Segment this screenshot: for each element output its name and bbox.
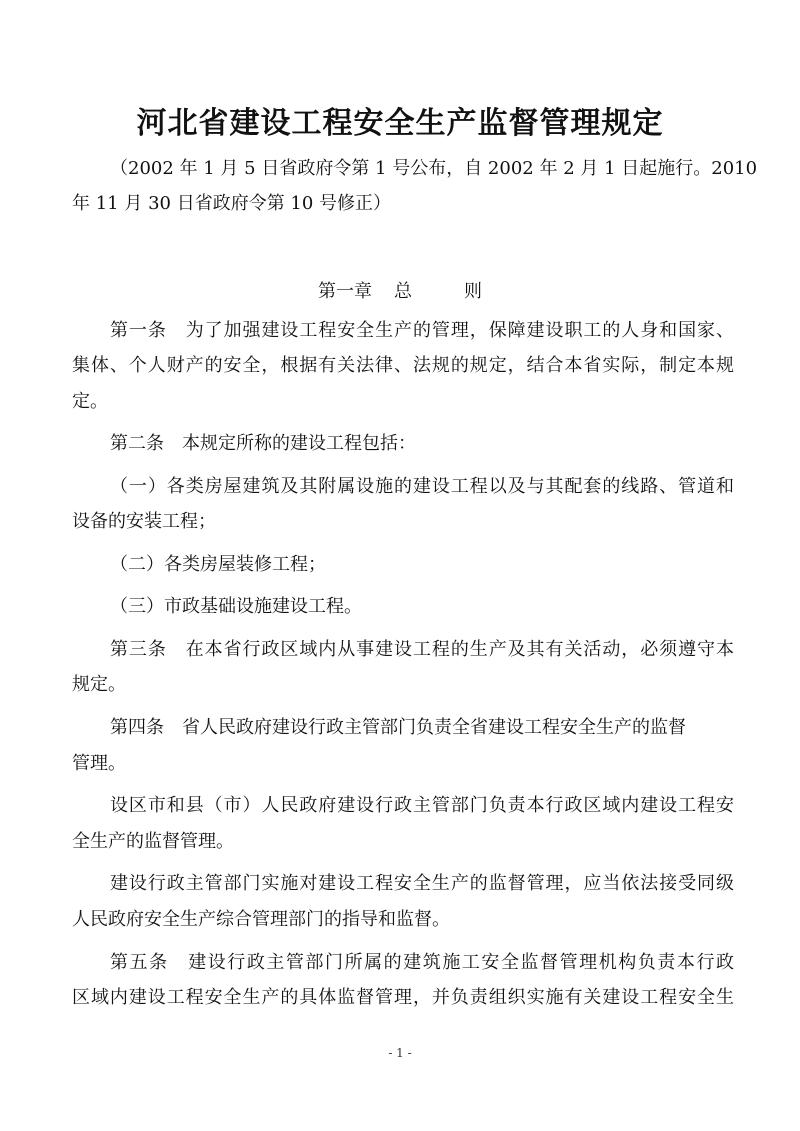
chapter-title-part: 总 [394,281,412,302]
clause-1-line: （一）各类房屋建筑及其附属设施的建设工程以及与其配套的线路、管道和 [110,476,734,497]
article-4-para2-line: 全生产的监督管理。 [72,831,234,852]
article-5-line: 区域内建设工程安全生产的具体监督管理，并负责组织实施有关建设工程安全生 [72,987,734,1008]
clause-1-line: 设备的安装工程； [72,511,216,532]
article-1-line: 定。 [72,391,108,412]
document-title: 河北省建设工程安全生产监督管理规定 [136,106,664,141]
article-4-line: 管理。 [72,753,126,774]
article-4-para3-line: 建设行政主管部门实施对建设工程安全生产的监督管理，应当依法接受同级 [110,873,734,894]
article-3-line: 第三条 在本省行政区域内从事建设工程的生产及其有关活动，必须遵守本 [110,639,734,660]
page-number: - 1 - [388,1046,412,1060]
chapter-title-part: 则 [464,281,482,302]
article-2-line: 第二条 本规定所称的建设工程包括： [110,433,416,454]
article-3-line: 规定。 [72,674,126,695]
chapter-heading [0,279,800,305]
chapter-number: 第一章 [318,281,372,302]
article-1-line: 集体、个人财产的安全，根据有关法律、法规的规定，结合本省实际，制定本规 [72,355,734,376]
promulgation-line: （2002 年 1 月 5 日省政府令第 1 号公布，自 2002 年 2 月 1 日起施行。2010 [110,158,758,179]
article-4-para2-line: 设区市和县（市）人民政府建设行政主管部门负责本行政区域内建设工程安 [110,795,734,816]
article-4-line: 第四条 省人民政府建设行政主管部门负责全省建设工程安全生产的监督 [110,717,686,738]
clause-2-line: （二）各类房屋装修工程； [110,554,326,575]
article-4-para3-line: 人民政府安全生产综合管理部门的指导和监督。 [72,909,450,930]
promulgation-line: 年 11 月 30 日省政府令第 10 号修正） [72,193,392,214]
article-5-line: 第五条 建设行政主管部门所属的建筑施工安全监督管理机构负责本行政 [110,952,734,973]
clause-3-line: （三）市政基础设施建设工程。 [110,596,362,617]
article-1-line: 第一条 为了加强建设工程安全生产的管理，保障建设职工的人身和国家、 [110,320,734,341]
